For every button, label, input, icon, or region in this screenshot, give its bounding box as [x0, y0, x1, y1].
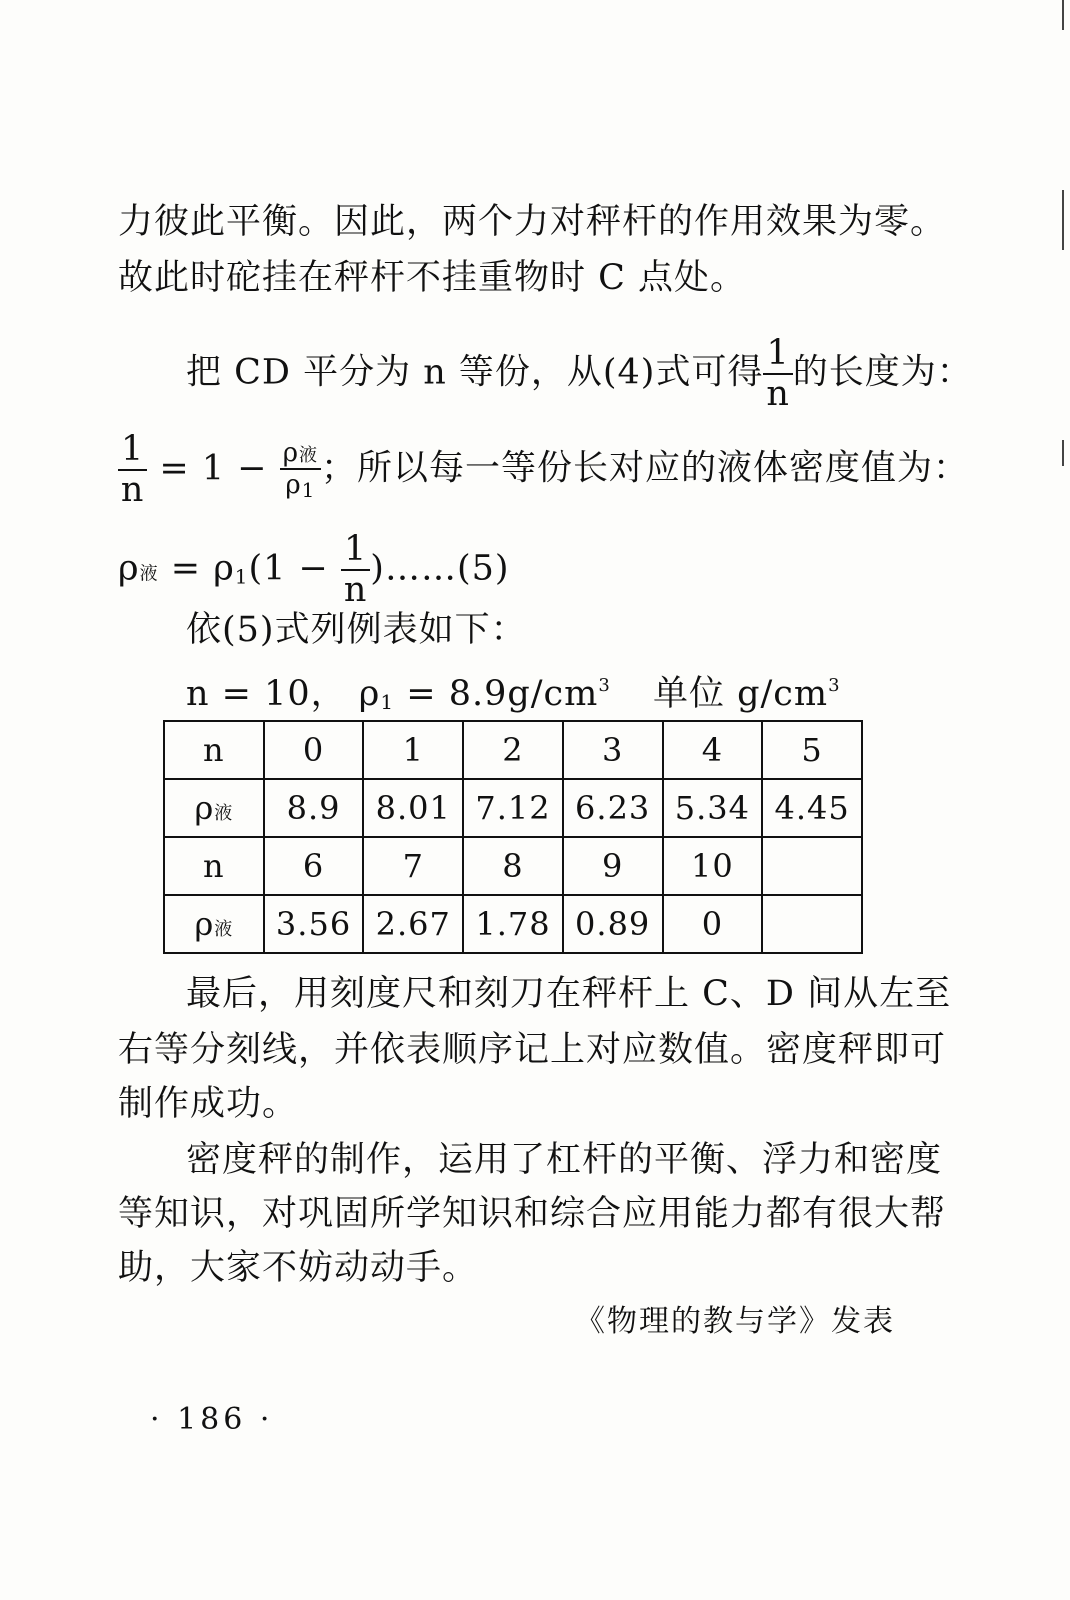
table-row-n-2 [164, 837, 862, 895]
param-rho1: = 8.9g/cm [406, 674, 599, 714]
scan-edge-mark [1062, 190, 1064, 250]
table-cell: 5 [762, 721, 862, 779]
equals-sign: = [170, 548, 202, 589]
table-cell: 6 [264, 837, 364, 895]
rho-symbol: ρ [213, 548, 235, 589]
table-cell: 3 [563, 721, 663, 779]
table-cell: 3.56 [264, 895, 364, 953]
table-row-rho-1 [164, 779, 862, 837]
fraction-numerator: 1 [763, 336, 792, 375]
table-cell: n [164, 721, 264, 779]
paragraph-7-line-1: 最后，用刻度尺和刻刀在秤杆上 C、D 间从左至 [186, 974, 952, 1014]
table-cell-rho-label [164, 779, 264, 837]
liquid-subscript: 液 [214, 919, 234, 940]
table-cell: 8.01 [363, 779, 463, 837]
table-parameters [186, 664, 841, 724]
fraction-numerator: 1 [118, 432, 147, 471]
table-cell: 8 [463, 837, 563, 895]
table-cell: 2.67 [363, 895, 463, 953]
scan-edge-mark [1062, 440, 1064, 466]
open-paren-one-minus: (1 − [248, 548, 329, 589]
liquid-subscript: 液 [214, 803, 234, 824]
paragraph-7-line-2: 右等分刻线，并依表顺序记上对应数值。密度秤即可 [118, 1030, 947, 1070]
table-cell: 8.9 [264, 779, 364, 837]
paragraph-3-text: ；所以每一等份长对应的液体密度值为： [321, 448, 970, 489]
equation-4-line [118, 429, 970, 510]
rho-symbol: ρ [358, 674, 381, 714]
fraction-denominator: n [120, 470, 145, 510]
fraction-denominator: n [766, 374, 790, 414]
density-table [163, 720, 863, 954]
table-cell: n [164, 837, 264, 895]
unit-label: 单位 g/cm [652, 674, 829, 714]
table-cell: 1.78 [463, 895, 563, 953]
table-cell: 5.34 [663, 779, 763, 837]
paragraph-1-line-1: 力彼此平衡。因此，两个力对秤杆的作用效果为零。 [118, 202, 947, 242]
paragraph-8-line-1: 密度秤的制作，运用了杠杆的平衡、浮力和密度 [186, 1140, 943, 1180]
fraction-one-over-n-eq [118, 429, 147, 510]
fraction-numerator: 1 [341, 532, 370, 571]
paragraph-5: 依(5)式列例表如下： [186, 610, 527, 650]
scan-edge-mark [1062, 0, 1064, 30]
paragraph-8-line-3: 助，大家不妨动动手。 [118, 1248, 479, 1288]
paragraph-2-text-post: 的长度为： [792, 352, 973, 393]
table-cell [762, 837, 862, 895]
table-cell: 7 [363, 837, 463, 895]
table-cell: 4 [663, 721, 763, 779]
table-cell-rho-label [164, 895, 264, 953]
superscript-three: 3 [828, 675, 841, 696]
rho-symbol: ρ [285, 470, 302, 500]
rho-symbol: ρ [282, 438, 300, 468]
equation-5 [118, 529, 510, 610]
paragraph-8-line-2: 等知识，对巩固所学知识和综合应用能力都有很大帮 [118, 1194, 947, 1234]
equals-one-minus: = 1 − [159, 448, 268, 489]
subscript-one: 1 [301, 478, 316, 502]
table-cell: 10 [663, 837, 763, 895]
table-cell: 9 [563, 837, 663, 895]
table-cell: 0 [264, 721, 364, 779]
table-row-n-1 [164, 721, 862, 779]
fraction-rho-ratio [280, 440, 321, 500]
publication-credit: 《物理的教与学》发表 [575, 1304, 895, 1339]
table-cell: 6.23 [563, 779, 663, 837]
table-cell [762, 895, 862, 953]
paragraph-2 [186, 333, 973, 414]
paragraph-2-text-pre: 把 CD 平分为 n 等份，从(4)式可得 [186, 352, 764, 393]
rho-1-denominator [280, 470, 321, 500]
rho-liquid-numerator [280, 440, 321, 470]
rho-symbol: ρ [194, 789, 215, 827]
subscript-one: 1 [380, 690, 395, 714]
table-cell: 4.45 [762, 779, 862, 837]
table-cell: 1 [363, 721, 463, 779]
fraction-one-over-n [763, 333, 792, 414]
table-cell: 7.12 [463, 779, 563, 837]
param-n: n = 10， [186, 674, 347, 714]
page-number: · 186 · [150, 1402, 274, 1437]
fraction-denominator: n [343, 570, 368, 610]
paragraph-7-line-3: 制作成功。 [118, 1084, 299, 1124]
paragraph-1-line-2: 故此时砣挂在秤杆不挂重物时 C 点处。 [118, 258, 747, 298]
equation-number: )……(5) [370, 548, 510, 589]
liquid-subscript: 液 [139, 563, 159, 585]
fraction-one-over-n-eq5 [341, 529, 370, 610]
table-row-rho-2 [164, 895, 862, 953]
table-cell: 0 [663, 895, 763, 953]
rho-symbol: ρ [194, 905, 215, 943]
liquid-subscript: 液 [299, 445, 319, 466]
superscript-three: 3 [598, 675, 611, 696]
table-cell: 0.89 [563, 895, 663, 953]
table-cell: 2 [463, 721, 563, 779]
subscript-one: 1 [234, 564, 249, 589]
rho-symbol: ρ [118, 548, 140, 589]
